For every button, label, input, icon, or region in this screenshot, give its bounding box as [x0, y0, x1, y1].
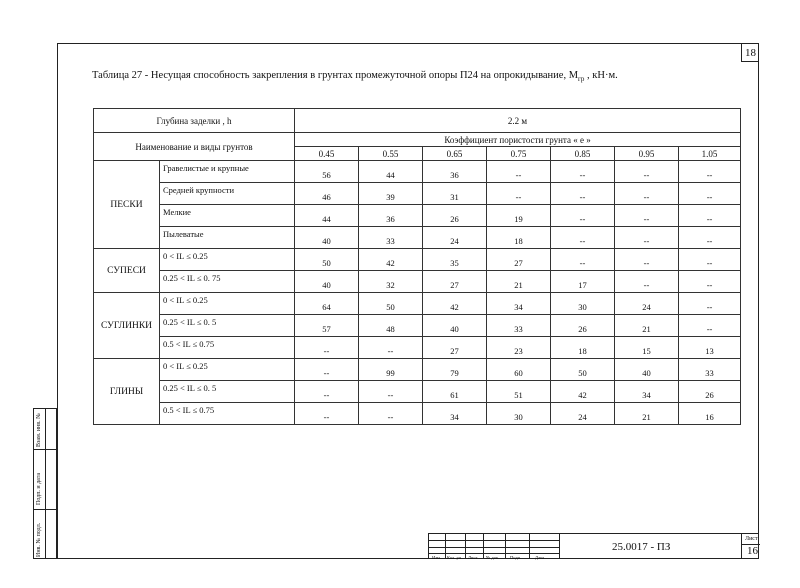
value-cell: -- — [359, 403, 423, 425]
value-cell: -- — [679, 271, 741, 293]
value-cell: 32 — [359, 271, 423, 293]
soil-type-label: 0.25 < IL ≤ 0. 75 — [160, 271, 295, 293]
value-cell: 27 — [423, 337, 487, 359]
value-cell: -- — [359, 337, 423, 359]
table-row — [94, 183, 741, 205]
value-cell: -- — [551, 161, 615, 183]
value-cell: -- — [615, 249, 679, 271]
value-cell: 42 — [551, 381, 615, 403]
value-cell: 40 — [295, 271, 359, 293]
soil-type-label: 0.5 < IL ≤ 0.75 — [160, 403, 295, 425]
table-row — [94, 403, 741, 425]
value-cell: 27 — [423, 271, 487, 293]
value-cell: 34 — [423, 403, 487, 425]
value-cell: -- — [295, 403, 359, 425]
value-cell: -- — [551, 227, 615, 249]
value-cell: 35 — [423, 249, 487, 271]
value-cell: 48 — [359, 315, 423, 337]
table-row — [94, 249, 741, 271]
tb-col-date: Дата — [535, 555, 544, 560]
value-cell: 30 — [487, 403, 551, 425]
table-row — [94, 293, 741, 315]
value-cell: -- — [487, 183, 551, 205]
coef-cell: 1.05 — [679, 147, 741, 161]
tb-col-list: Лист — [468, 555, 478, 560]
value-cell: 21 — [615, 403, 679, 425]
value-cell: -- — [487, 161, 551, 183]
table-row — [94, 315, 741, 337]
value-cell: 18 — [487, 227, 551, 249]
value-cell: 26 — [423, 205, 487, 227]
soil-type-label: Мелкие — [160, 205, 295, 227]
value-cell: -- — [615, 183, 679, 205]
bearing-capacity-table — [93, 108, 741, 425]
value-cell: -- — [679, 227, 741, 249]
value-cell: 40 — [615, 359, 679, 381]
table-row — [94, 271, 741, 293]
value-cell: 34 — [487, 293, 551, 315]
value-cell: -- — [679, 183, 741, 205]
soil-type-label: 0 < IL ≤ 0.25 — [160, 249, 295, 271]
table-row — [94, 359, 741, 381]
depth-label: Глубина заделки , h — [94, 109, 295, 133]
binding-strip — [33, 408, 57, 559]
soil-group-name: ПЕСКИ — [94, 161, 160, 249]
value-cell: 40 — [295, 227, 359, 249]
value-cell: 16 — [679, 403, 741, 425]
strip-label-inv: Инв. № подл. — [36, 522, 42, 557]
soil-type-label: 0 < IL ≤ 0.25 — [160, 293, 295, 315]
value-cell: 57 — [295, 315, 359, 337]
value-cell: -- — [615, 205, 679, 227]
value-cell: 24 — [551, 403, 615, 425]
soil-type-label: 0.25 < IL ≤ 0. 5 — [160, 381, 295, 403]
value-cell: 24 — [615, 293, 679, 315]
value-cell: -- — [295, 337, 359, 359]
soil-type-label: Пылеватые — [160, 227, 295, 249]
depth-row — [94, 109, 741, 133]
value-cell: 27 — [487, 249, 551, 271]
coef-cell: 0.95 — [615, 147, 679, 161]
document-code: 25.0017 - ПЗ — [612, 541, 671, 553]
coef-header-row — [94, 133, 741, 147]
value-cell: 50 — [295, 249, 359, 271]
soil-type-label: 0 < IL ≤ 0.25 — [160, 359, 295, 381]
value-cell: 60 — [487, 359, 551, 381]
page-number: 18 — [741, 44, 759, 62]
value-cell: 36 — [359, 205, 423, 227]
value-cell: 99 — [359, 359, 423, 381]
value-cell: 39 — [359, 183, 423, 205]
value-cell: 13 — [679, 337, 741, 359]
value-cell: 30 — [551, 293, 615, 315]
table-row — [94, 381, 741, 403]
soil-group-name: ГЛИНЫ — [94, 359, 160, 425]
value-cell: 33 — [679, 359, 741, 381]
title-block — [428, 533, 759, 559]
value-cell: 24 — [423, 227, 487, 249]
table-row — [94, 161, 741, 183]
value-cell: 17 — [551, 271, 615, 293]
soil-group-name: СУГЛИНКИ — [94, 293, 160, 359]
value-cell: -- — [679, 315, 741, 337]
coef-cell: 0.65 — [423, 147, 487, 161]
value-cell: 64 — [295, 293, 359, 315]
table-row — [94, 205, 741, 227]
value-cell: -- — [295, 381, 359, 403]
caption-prefix: Таблица 27 - Несущая способность закрепления в грунтах промежуточной опоры П24 на опрокидывание, М — [92, 70, 579, 81]
value-cell: 50 — [551, 359, 615, 381]
value-cell: 44 — [359, 161, 423, 183]
caption-suffix: , кН·м. — [584, 70, 618, 81]
value-cell: 61 — [423, 381, 487, 403]
value-cell: 42 — [423, 293, 487, 315]
sheet-number: 16 — [747, 545, 758, 557]
tb-col-podp: Подп. — [510, 555, 522, 560]
value-cell: 40 — [423, 315, 487, 337]
value-cell: 15 — [615, 337, 679, 359]
value-cell: 34 — [615, 381, 679, 403]
coef-cell: 0.85 — [551, 147, 615, 161]
tb-col-izm: Изм — [432, 555, 440, 560]
value-cell: -- — [551, 249, 615, 271]
value-cell: 26 — [551, 315, 615, 337]
value-cell: 46 — [295, 183, 359, 205]
coef-cell: 0.75 — [487, 147, 551, 161]
value-cell: 51 — [487, 381, 551, 403]
caption-subscript: гр — [578, 75, 585, 84]
value-cell: 42 — [359, 249, 423, 271]
value-cell: 56 — [295, 161, 359, 183]
value-cell: 44 — [295, 205, 359, 227]
value-cell: -- — [551, 183, 615, 205]
value-cell: -- — [679, 249, 741, 271]
value-cell: -- — [295, 359, 359, 381]
soil-header: Наименование и виды грунтов — [94, 133, 295, 161]
value-cell: -- — [615, 271, 679, 293]
coef-header: Коэффициент пористости грунта « е » — [295, 133, 741, 147]
value-cell: 19 — [487, 205, 551, 227]
value-cell: 79 — [423, 359, 487, 381]
value-cell: -- — [551, 205, 615, 227]
sheet-label: Лист — [745, 536, 758, 542]
value-cell: -- — [359, 381, 423, 403]
value-cell: 50 — [359, 293, 423, 315]
soil-type-label: 0.5 < IL ≤ 0.75 — [160, 337, 295, 359]
strip-label-sign: Подп. и дата — [36, 472, 42, 505]
value-cell: 33 — [487, 315, 551, 337]
strip-label-replace: Взам. инв. № — [36, 413, 42, 447]
value-cell: 23 — [487, 337, 551, 359]
value-cell: -- — [615, 227, 679, 249]
depth-value: 2.2 м — [295, 109, 741, 133]
soil-group-name: СУПЕСИ — [94, 249, 160, 293]
value-cell: -- — [679, 293, 741, 315]
value-cell: 18 — [551, 337, 615, 359]
value-cell: -- — [615, 161, 679, 183]
value-cell: 21 — [615, 315, 679, 337]
coef-cell: 0.55 — [359, 147, 423, 161]
value-cell: 21 — [487, 271, 551, 293]
value-cell: -- — [679, 205, 741, 227]
value-cell: 33 — [359, 227, 423, 249]
table-row — [94, 227, 741, 249]
value-cell: 31 — [423, 183, 487, 205]
table-row — [94, 337, 741, 359]
soil-type-label: Средней крупности — [160, 183, 295, 205]
table-caption — [92, 70, 618, 83]
tb-col-kol: Кол. уч — [447, 555, 461, 560]
value-cell: 26 — [679, 381, 741, 403]
coef-cell: 0.45 — [295, 147, 359, 161]
soil-type-label: 0.25 < IL ≤ 0. 5 — [160, 315, 295, 337]
value-cell: 36 — [423, 161, 487, 183]
tb-col-doc: № док. — [486, 555, 500, 560]
value-cell: -- — [679, 161, 741, 183]
soil-type-label: Гравелистые и крупные — [160, 161, 295, 183]
